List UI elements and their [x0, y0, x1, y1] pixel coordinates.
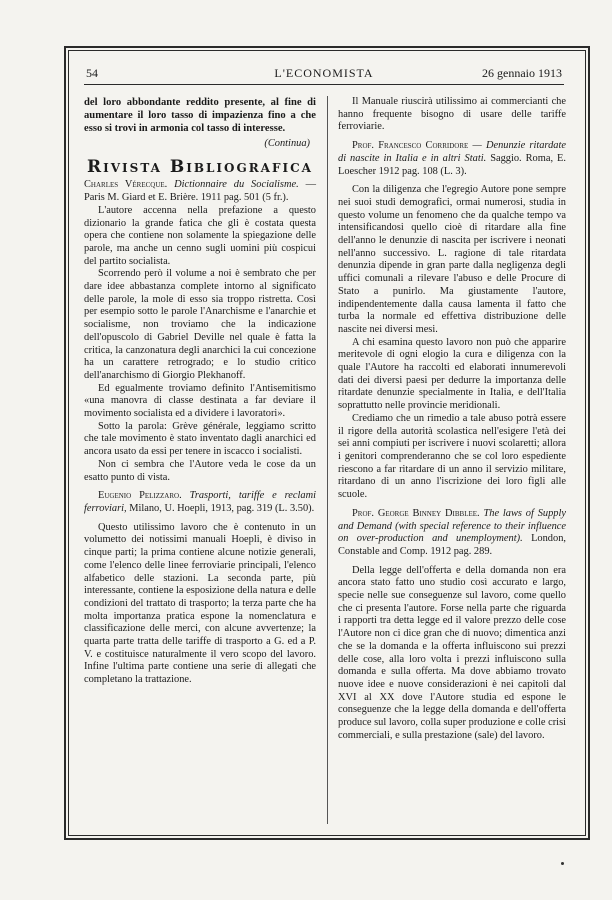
review-title: — Denunzie ritardate di nascite in Italia e in altri Stati. [338, 140, 566, 164]
section-heading: Rivista Bibliografica [87, 156, 313, 177]
review-paragraph: L'autore accenna nella prefazione a questo dizionario la grande fatica che gli è costata questa opera che contiene non solamente la spiegazione delle parole, ma anche un cenno sugli uomini più cospicui del partito socialista. [84, 204, 316, 267]
review-paragraph: Il Manuale riuscirà utilissimo ai commercianti che hanno frequente bisogno di usare delle tariffe ferroviarie. [338, 96, 566, 133]
continued-article-text: del loro abbondante reddito presente, al fine di aumentare il loro tasso di impazienza fino a che esso si trovi in armonia col tasso di interesse. [84, 97, 316, 134]
header-rule [84, 84, 564, 85]
page-number: 54 [86, 66, 98, 80]
review-reference [338, 508, 566, 559]
review-paragraph: Ed egualmente troviamo definito l'Antisemitismo «una manovra di classe destinata a far deviare il movimento socialista ed a dividere i lavoratori». [84, 382, 316, 420]
review-title: The laws of Supply and Demand (with special reference to their influence on over-production and unemployment). [338, 507, 566, 545]
review-paragraph: Sotto la parola: Grève générale, leggiamo scritto che tale movimento è stato inventato dagli anarchici ed ancora usato da essi per tenere in iscacco i socialisti. [84, 420, 316, 458]
review-paragraph: Della legge dell'offerta e della domanda non era ancora stato fatto uno studio così accurato e largo, specie nelle sue conseguenze sul lavoro, come quello che ci presenta l'autore. Forse nella parte che riguarda i rapporti tra detta legge ed il valore prezzo delle cose l'Autore non ci dice gran che di nuovo; dimentica anzi che se la domanda e la offerta influiscono sui prezzi delle cose, alla loro volta i prezzi influiscono sulla domanda e sulla offerta. Ma dove abbiamo trovato nuove idee e nuove considerazioni è nei capitoli dal XVI al XX dove l'Autore studia ed espone le conseguenze che la legge della domanda e dell'offerta produce sul lavoro, colla super produzione e colle crisi commerciali, e sulla prestazione (sale) del lavoro. [338, 564, 566, 741]
right-column [338, 96, 566, 742]
review-author: Charles Vérecque. [84, 179, 168, 191]
running-header [86, 64, 562, 82]
review-reference [338, 140, 566, 178]
review-author: Prof. George Binney Dibblee. [352, 507, 480, 519]
review-author: Eugenio Pelizzaro. [98, 490, 182, 502]
review-paragraph: Con la diligenza che l'egregio Autore pone sempre nei suoi studi demografici, ormai numerosi, studia in questo volume un fenomeno che da qualche tempo va intensificandosi quello cioè di ritardare alla fine dell'anno le denunzie di nascita per iscrivere i neonati nell'anno successivo. L. ragione di tale ritardata denunzia dipende in gran parte dalla negligenza degli uffici comunali a rilevare l'abuso e delle Procure di Stato a punirlo. Ma giustamente l'autore, indipendentemente dalla causa lamenta il fatto che turba la normale ed effettiva distribuzione delle nascite nei diversi mesi. [338, 184, 566, 335]
continua-note: (Continua) [264, 138, 310, 149]
review-paragraph: A chi esamina questo lavoro non può che apparire meritevole di ogni elogio la cura e diligenza con la quale l'Autore ha raccolti ed elaborati innumerevoli dati dei diversi paesi per dedurre la importanza delle ritardate denunzie specialmente in Italia, e dell'Italia soprattutto nelle provincie meridionali. [338, 336, 566, 412]
review-paragraph: Crediamo che un rimedio a tale abuso potrà essere il rigore della autorità scolastica nell'esigere l'età dei sei anni compiuti per iscrivere i nuovi scolaretti; allora i genitori comprenderanno che se col loro espediente riescono a far ritardare di un anno il servizio militare, ritardano di un anno l'iscrizione dei loro figli alle scuole. [338, 412, 566, 501]
review-paragraph: Questo utilissimo lavoro che è contenuto in un volumetto dei notissimi manuali Hoepli, è diviso in cinque parti; la prima contiene alcune notizie generali, come l'elenco delle linee ferroviarie principali, l'elenco alfabetico delle stazioni. La seconda parte, più interessante, contiene la esposizione della natura e delle condizioni del trattato di trasporto; la terza parte che ha molta importanza pratica espone la nomenclatura e classificazione delle merci, con alcune avvertenze; la quarta parte tratta delle tariffe di trasporto a G. ed a P. V. e costituisce naturalmente il vero scopo del lavoro. Infine l'ultima parte contiene una serie di allegati che completano la trattazione. [84, 521, 316, 686]
review-imprint: London, Constable and Comp. 1912 pag. 289. [338, 533, 566, 557]
print-speck [561, 862, 564, 865]
review-imprint: Milano, U. Hoepli, 1913, pag. 319 (L. 3.50). [129, 502, 315, 514]
review-reference [84, 490, 316, 515]
column-divider [327, 96, 328, 824]
review-title: Trasporti, tariffe e reclami ferroviari, [84, 490, 316, 514]
journal-title: L'ECONOMISTA [274, 66, 374, 80]
review-imprint: Saggio. Roma, E. Loescher 1912 pag. 108 (L. 3). [338, 152, 566, 177]
review-paragraph: Non ci sembra che l'Autore veda le cose da un esatto punto di vista. [84, 458, 316, 483]
review-author: Prof. Francesco Corridore [352, 140, 469, 152]
review-imprint: — Paris M. Giard et E. Brière. 1911 pag. 501 (5 fr.). [84, 179, 316, 204]
left-column [84, 96, 316, 687]
review-reference [84, 179, 316, 204]
issue-date: 26 gennaio 1913 [482, 66, 562, 80]
review-paragraph: Scorrendo però il volume a noi è sembrato che per dare idee abbastanza complete intorno al significato delle parole, la mole di esso sia troppo ristretta. Così per esempio sotto le parole l'Anarchisme e l'anarchie et socialisme, non troviamo che la indicazione dell'opuscolo di Gabriel Deville nel quale è fatta la critica, la canzonatura degli anarchici la cui concezione ha un carattere retrogrado; e lo studio critico dell'anarchismo di Giorgio Plekhanoff. [84, 268, 316, 381]
review-title: Dictionnaire du Socialisme. [174, 179, 299, 191]
